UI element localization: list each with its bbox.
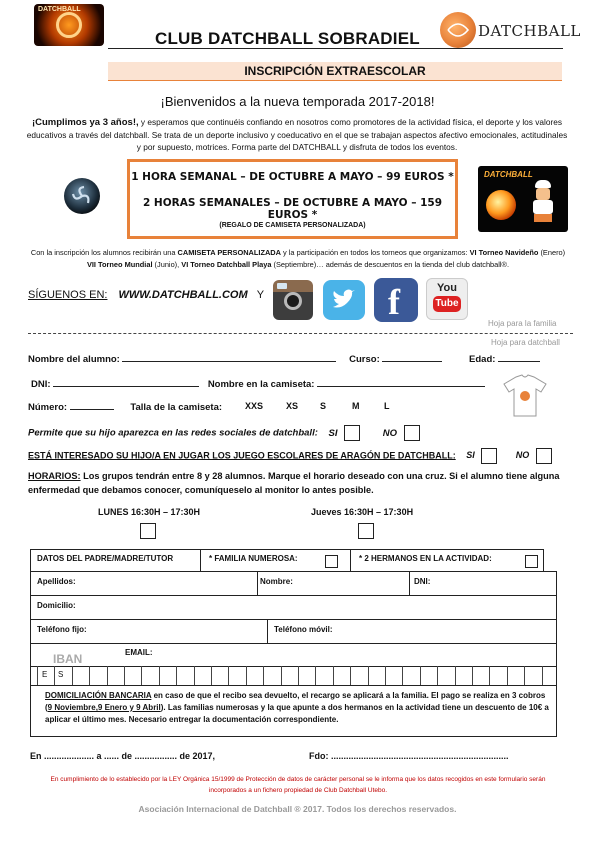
logo-left <box>34 4 104 46</box>
legal-notice: En cumplimiento de lo establecido por la LEY Orgánica 15/1999 de Protección de datos de carácter personal se le informa que los datos recogidos en este formulario serán incorporados a un fichero propiedad de Club Datchball Utebo. <box>50 776 546 794</box>
schedule-paragraph <box>28 469 560 497</box>
address-label: Domicilio: <box>37 601 76 610</box>
large-family-label: * FAMILIA NUMEROSA: <box>209 554 298 563</box>
shirt-name-label: Nombre en la camiseta: <box>207 379 315 390</box>
price-note: (REGALO DE CAMISETA PERSONALIZADA) <box>219 222 366 229</box>
row-mobile <box>267 619 557 644</box>
intro-text: y esperamos que continuéis confiando en nosotros como promotores de la actividad física, el deporte y los valores educativos a través del datchball. Se trata de un deporte inclusivo y coeducativo en el que se trabajan aspectos afectivo emocionales, actitudinales y por supuesto, motrices. Forma parte del DATCHBALL y disfruta de todos los eventos. <box>26 117 568 152</box>
permission-label: Permite que su hijo aparezca en las redes sociales de datchball: <box>28 427 318 439</box>
iban-cell-divider <box>350 666 351 686</box>
logo-right-text: DATCHBALL <box>478 22 581 40</box>
monday-option: LUNES 16:30H – 17:30H <box>98 507 201 517</box>
schedule-label: HORARIOS: <box>28 471 81 481</box>
iban-cell-divider <box>524 666 525 686</box>
table-header-parent <box>30 549 201 572</box>
aragon-no-label: NO <box>515 450 530 461</box>
mascot-figure <box>528 180 558 224</box>
direct-debit-dates: 9 Noviembre,9 Enero y 9 Abril <box>47 703 161 712</box>
schedule-text: Los grupos tendrán entre 8 y 28 alumnos. Marque el horario deseado con una cruz. Si el alumno tiene alguna enfermedad que debamos conocer, comuníqueselo al monitor lo antes posible. <box>28 471 560 495</box>
tshirt-icon <box>502 374 548 418</box>
course-field[interactable] <box>382 353 442 362</box>
aragon-yes-checkbox[interactable] <box>481 448 497 464</box>
row-name <box>257 571 410 596</box>
permission-yes-label: SI <box>328 427 338 439</box>
triskel-icon <box>70 184 94 208</box>
iban-cell-divider <box>507 666 508 686</box>
iban-cell-divider <box>72 666 73 686</box>
size-s[interactable]: S <box>320 401 327 411</box>
youtube-icon[interactable] <box>426 278 468 320</box>
social-row <box>28 289 264 301</box>
inclusion-text-1: Con la inscripción los alumnos recibirán una <box>30 248 178 257</box>
iban-cell-divider <box>246 666 247 686</box>
iban-cell-divider <box>472 666 473 686</box>
email-label: EMAIL: <box>125 648 153 657</box>
mobile-label: Teléfono móvil: <box>274 625 333 634</box>
logo-ring-icon <box>56 12 82 38</box>
age-field[interactable] <box>498 353 540 362</box>
facebook-icon[interactable]: f <box>374 278 418 322</box>
iban-label: IBAN <box>53 652 83 666</box>
iban-cell-divider <box>420 666 421 686</box>
direct-debit-text-1: en caso de que el recibo sea devuelto, el recargo se aplicará a la familia. El pago se realiza en 3 cobros ( <box>45 691 546 712</box>
parent-dni-label: DNI: <box>414 577 431 586</box>
intro-paragraph <box>24 116 570 153</box>
price-two-hours: 2 HORAS SEMANALES – DE OCTUBRE A MAYO – 159 EUROS * <box>142 197 443 221</box>
permission-no-label: NO <box>382 427 398 439</box>
monday-checkbox[interactable] <box>140 523 156 539</box>
row-student <box>28 353 540 365</box>
inclusion-bold-1: CAMISETA PERSONALIZADA <box>177 248 281 257</box>
age-label: Edad: <box>469 354 496 365</box>
two-siblings-checkbox[interactable] <box>525 555 538 568</box>
website-link[interactable]: WWW.DATCHBALL.COM <box>118 289 248 301</box>
logo-right <box>436 10 582 54</box>
size-label: Talla de la camiseta: <box>130 402 223 413</box>
ball-swirl-icon <box>444 16 472 44</box>
iban-cell-divider <box>437 666 438 686</box>
cut-line <box>28 333 573 334</box>
youtube-you: You <box>437 282 457 294</box>
instagram-icon[interactable] <box>273 280 313 320</box>
cut-club: Hoja para datchball <box>491 338 560 347</box>
row-phone <box>30 619 268 644</box>
iban-cell-divider <box>159 666 160 686</box>
permission-yes-checkbox[interactable] <box>344 425 360 441</box>
dni-label: DNI: <box>31 379 51 390</box>
number-label: Número: <box>28 402 68 413</box>
direct-debit-text-2: ). Las familias numerosas y la que apunte a dos hermanos en la actividad tiene un descuento de 10€ a aplicar el último mes. Necesario entregar la documentación correspondiente. <box>45 703 549 724</box>
large-family-checkbox[interactable] <box>325 555 338 568</box>
number-field[interactable] <box>70 401 114 410</box>
aragon-yes-label: SI <box>466 450 475 461</box>
direct-debit-bold: DOMICILIACIÓN BANCARIA <box>45 691 152 700</box>
iban-cell-divider <box>315 666 316 686</box>
pricing-box <box>127 159 458 239</box>
student-name-label: Nombre del alumno: <box>28 354 120 365</box>
iban-cell-divider <box>455 666 456 686</box>
iban-cell-divider <box>124 666 125 686</box>
iban-cell-divider <box>37 666 38 686</box>
row-aragon <box>28 448 552 464</box>
shirt-name-field[interactable] <box>317 378 485 387</box>
follow-label: SÍGUENOS EN: <box>28 289 108 301</box>
logo-left-text: DATCHBALL <box>38 6 81 13</box>
fireball-icon <box>486 190 516 220</box>
phone-label: Teléfono fijo: <box>37 625 87 634</box>
club-title: CLUB DATCHBALL SOBRADIEL <box>155 29 420 48</box>
size-l[interactable]: L <box>384 401 390 411</box>
iban-e: E <box>42 670 48 679</box>
permission-no-checkbox[interactable] <box>404 425 420 441</box>
surnames-label: Apellidos: <box>37 577 76 586</box>
round-logo <box>64 178 100 214</box>
inclusion-text-2: y la participación en todos los torneos que organizamos: <box>280 248 470 257</box>
course-label: Curso: <box>349 354 380 365</box>
inclusion-text-4: (Junio), <box>152 260 182 269</box>
subtitle-banner <box>108 62 562 81</box>
iban-cell-divider <box>228 666 229 686</box>
twitter-icon[interactable] <box>323 280 365 320</box>
row-email <box>30 643 557 667</box>
iban-cell-divider <box>89 666 90 686</box>
row-address <box>30 595 557 620</box>
iban-cells <box>30 666 557 686</box>
and-text: Y <box>256 289 265 301</box>
row-surnames <box>30 571 258 596</box>
iban-cell-divider <box>54 666 55 686</box>
inclusion-bold-2: VI Torneo Navideño <box>469 248 539 257</box>
iban-cell-divider <box>141 666 142 686</box>
size-xxs[interactable]: XXS <box>245 401 264 411</box>
aragon-no-checkbox[interactable] <box>536 448 552 464</box>
row-dni <box>31 378 485 390</box>
price-one-hour: 1 HORA SEMANAL – DE OCTUBRE A MAYO – 99 EUROS * <box>131 171 454 183</box>
iban-cell-divider <box>107 666 108 686</box>
subtitle: INSCRIPCIÓN EXTRAESCOLAR <box>244 64 426 78</box>
inclusion-bold-3: VII Torneo Mundial <box>86 260 153 269</box>
row-permission <box>28 425 420 441</box>
thursday-checkbox[interactable] <box>358 523 374 539</box>
two-siblings-label: * 2 HERMANOS EN LA ACTIVIDAD: <box>359 554 492 563</box>
inclusion-text-5: (Septiembre)… además de descuentos en la tienda del club datchball®. <box>271 260 510 269</box>
inclusion-paragraph <box>26 247 570 271</box>
row-number <box>28 401 222 413</box>
inclusion-text-3: (Enero) <box>538 248 566 257</box>
welcome: ¡Bienvenidos a la nueva temporada 2017-2018! <box>160 94 435 109</box>
student-name-field[interactable] <box>122 353 336 362</box>
parent-name-label: Nombre: <box>260 577 293 586</box>
iban-cell-divider <box>211 666 212 686</box>
iban-cell-divider <box>385 666 386 686</box>
iban-cell-divider <box>542 666 543 686</box>
youtube-tube: Tube <box>433 296 461 312</box>
thursday-option: Jueves 16:30H – 17:30H <box>311 507 414 517</box>
iban-cell-divider <box>368 666 369 686</box>
signature-sign[interactable]: Fdo: ....................................................................... <box>309 751 509 761</box>
table-header-two-siblings <box>350 549 544 572</box>
mascot-image <box>478 166 568 232</box>
direct-debit-text <box>45 690 553 726</box>
iban-cell-divider <box>489 666 490 686</box>
iban-cell-divider <box>333 666 334 686</box>
aragon-label: ESTÁ INTERESADO SU HIJO/A EN JUGAR LOS JUEGO ESCOLARES DE ARAGÓN DE DATCHBALL: <box>28 450 456 461</box>
mascot-caption: DATCHBALL <box>484 170 533 179</box>
row-parent-dni <box>409 571 557 596</box>
direct-debit-box <box>30 685 557 737</box>
iban-cell-divider <box>263 666 264 686</box>
table-header-large-family <box>200 549 351 572</box>
iban-cell-divider <box>176 666 177 686</box>
iban-cell-divider <box>298 666 299 686</box>
parent-header-label: DATOS DEL PADRE/MADRE/TUTOR <box>37 554 174 563</box>
iban-cell-divider <box>281 666 282 686</box>
iban-s: S <box>58 670 64 679</box>
size-m[interactable]: M <box>352 401 360 411</box>
iban-cell-divider <box>402 666 403 686</box>
size-xs[interactable]: XS <box>286 401 299 411</box>
inclusion-bold-4: VI Torneo Datchball Playa <box>181 260 272 269</box>
intro-bold: ¡Cumplimos ya 3 años!, <box>31 117 139 128</box>
iban-cell-divider <box>194 666 195 686</box>
signature-place[interactable]: En .................... a ...... de ................. de 2017, <box>30 751 216 761</box>
copyright: Asociación Internacional de Datchball ® 2017. Todos los derechos reservados. <box>138 804 457 814</box>
dni-field[interactable] <box>53 378 199 387</box>
cut-family: Hoja para la familia <box>488 319 557 328</box>
